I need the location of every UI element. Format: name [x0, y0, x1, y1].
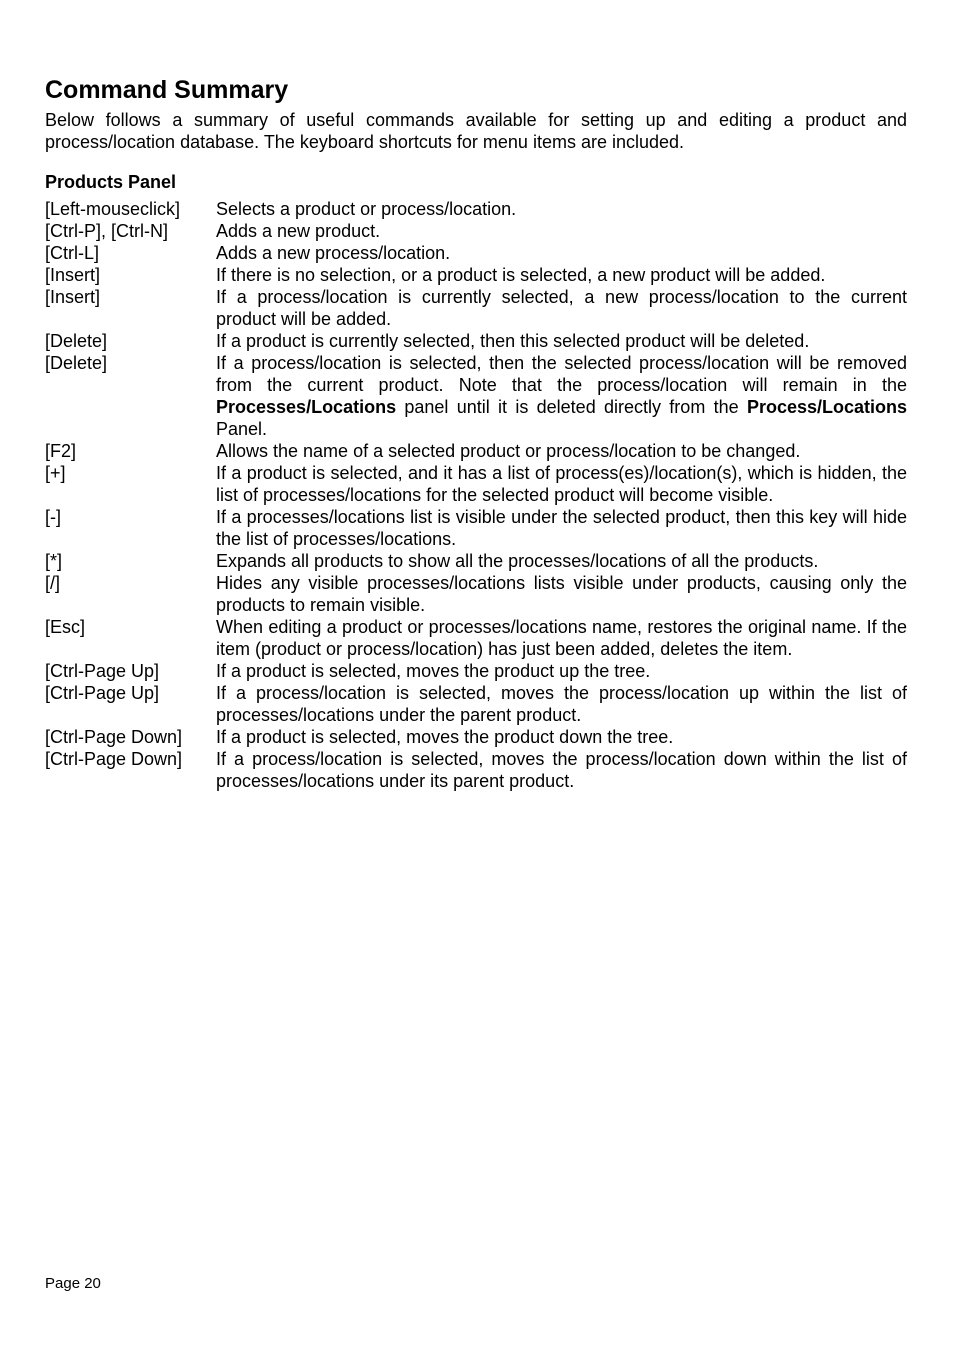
command-list — [45, 198, 907, 792]
command-row — [45, 506, 907, 550]
command-description: If a process/location is selected, moves the process/location up within the list of processes/locations under the parent product. — [216, 683, 907, 725]
command-description: If a processes/locations list is visible under the selected product, then this key will hide the list of processes/locations. — [216, 507, 907, 549]
command-description: If a product is selected, moves the product down the tree. — [216, 727, 674, 747]
command-row — [45, 264, 907, 286]
panel-name-process-locations: Process/Locations — [746, 397, 907, 417]
command-row — [45, 550, 907, 572]
command-row — [45, 748, 907, 792]
command-description: Hides any visible processes/locations lists visible under products, causing only the products to remain visible. — [216, 573, 907, 615]
command-description — [216, 352, 907, 440]
command-description: Selects a product or process/location. — [216, 199, 517, 219]
page-title: Command Summary — [45, 76, 289, 104]
command-row — [45, 242, 907, 264]
command-key: [/] — [45, 573, 61, 593]
command-key: [Esc] — [45, 617, 86, 637]
command-row — [45, 220, 907, 242]
command-key: [Ctrl-Page Down] — [45, 749, 183, 769]
command-row — [45, 572, 907, 616]
command-description: If there is no selection, or a product is selected, a new product will be added. — [216, 265, 826, 285]
command-key: [*] — [45, 551, 63, 571]
command-description: Adds a new product. — [216, 221, 381, 241]
description-text: Panel. — [216, 419, 268, 439]
command-description: Allows the name of a selected product or process/location to be changed. — [216, 441, 801, 461]
command-row — [45, 352, 907, 440]
command-key: [Ctrl-L] — [45, 243, 99, 263]
command-row — [45, 286, 907, 330]
command-key: [Insert] — [45, 265, 101, 285]
command-key: [Delete] — [45, 353, 108, 373]
command-row — [45, 726, 907, 748]
command-row — [45, 330, 907, 352]
command-key: [F2] — [45, 441, 77, 461]
intro-paragraph: Below follows a summary of useful commands available for setting up and editing a product and process/location database. The keyboard shortcuts for menu items are included. — [45, 110, 907, 152]
page-number: Page 20 — [45, 1275, 101, 1292]
command-row — [45, 440, 907, 462]
panel-name-processes-locations: Processes/Locations — [216, 397, 397, 417]
command-key: [Ctrl-Page Up] — [45, 683, 160, 703]
command-description: If a product is selected, and it has a list of process(es)/location(s), which is hidden, the list of processes/locations for the selected product will become visible. — [216, 463, 907, 505]
command-row — [45, 198, 907, 220]
command-key: [Left-mouseclick] — [45, 199, 181, 219]
command-key: [Ctrl-Page Down] — [45, 727, 183, 747]
command-row — [45, 660, 907, 682]
command-description: If a product is currently selected, then this selected product will be deleted. — [216, 331, 810, 351]
section-heading: Products Panel — [45, 172, 177, 192]
command-key: [-] — [45, 507, 61, 527]
command-description: When editing a product or processes/locations name, restores the original name. If the item (product or process/location) has just been added, deletes the item. — [216, 617, 907, 659]
command-key: [Insert] — [45, 287, 101, 307]
command-key: [Ctrl-P], [Ctrl-N] — [45, 221, 168, 241]
command-row — [45, 616, 907, 660]
command-key: [Delete] — [45, 331, 108, 351]
command-description: Expands all products to show all the processes/locations of all the products. — [216, 551, 819, 571]
command-description: If a product is selected, moves the product up the tree. — [216, 661, 651, 681]
page-content — [45, 74, 907, 792]
command-row — [45, 462, 907, 506]
description-text: panel until it is deleted directly from the — [396, 397, 747, 417]
command-key: [Ctrl-Page Up] — [45, 661, 160, 681]
command-description: Adds a new process/location. — [216, 243, 451, 263]
description-text: If a process/location is selected, then the selected process/location will be removed from the current product. Note that the process/location will remain in the — [216, 353, 907, 395]
command-description: If a process/location is selected, moves the process/location down within the list of processes/locations under its parent product. — [216, 749, 907, 791]
command-row — [45, 682, 907, 726]
command-key: [+] — [45, 463, 66, 483]
command-description: If a process/location is currently selected, a new process/location to the current product will be added. — [216, 287, 907, 329]
